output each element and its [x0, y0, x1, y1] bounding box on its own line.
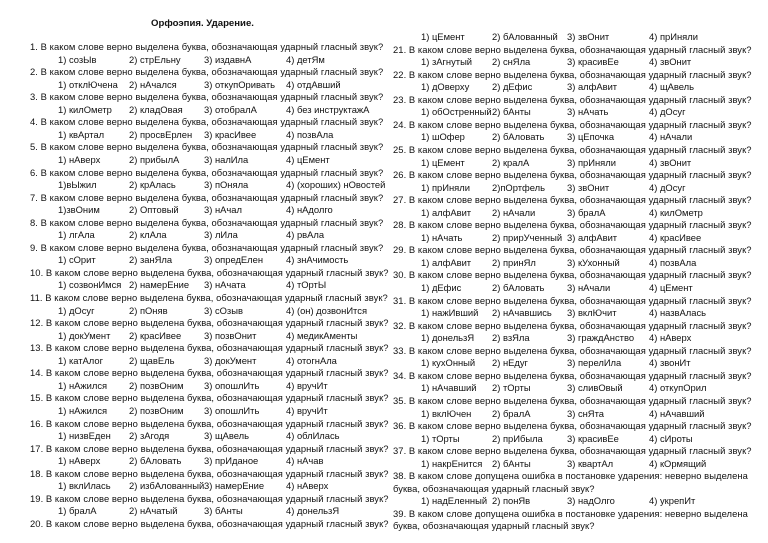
question-text: 18. В каком слове верно выделена буква, обозначающая ударный гласный звук? — [30, 467, 389, 479]
question-text: 4. В каком слове верно выделена буква, обозначающая ударный гласный звук? — [30, 116, 384, 128]
question-text: 26. В каком слове верно выделена буква, обозначающая ударный гласный звук? — [393, 169, 752, 181]
answer-option-1: 1) алфАвит — [421, 206, 472, 218]
answer-option-3: 3) опошлИть — [204, 404, 260, 416]
answer-option-1: 1) вклИлась — [58, 480, 111, 492]
answer-option-1: 1) нАжился — [58, 404, 108, 416]
answer-option-2: 2) намерЕние — [129, 279, 190, 291]
answer-option-1: 1) созЫв — [58, 53, 97, 65]
question-text: 6. В каком слове верно выделена буква, обозначающая ударный гласный звук? — [30, 166, 384, 178]
question-text: 10. В каком слове верно выделена буква, обозначающая ударный гласный звук? — [30, 266, 389, 278]
answer-option-1: 1) докУмент — [58, 329, 111, 341]
answer-option-2: 2) бАнты — [492, 106, 531, 118]
answer-option-3: 3) нАчать — [567, 106, 609, 118]
answer-option-4: 4) дОсуг — [649, 106, 686, 118]
answer-option-1: 1) дЕфис — [421, 282, 462, 293]
answer-option-4: 4) отдАвший — [286, 78, 341, 90]
answer-option-4: 4) отогнАла — [286, 354, 337, 366]
answer-option-3: 3) бралА — [567, 206, 606, 218]
answer-option-2: 2) нАчавшись — [492, 307, 552, 319]
answer-option-2: 2) красИвее — [129, 329, 182, 341]
answer-option-4: 4) вручИт — [286, 379, 328, 391]
answer-option-2: 2) зАгодя — [129, 430, 170, 442]
question-text: 24. В каком слове верно выделена буква, обозначающая ударный гласный звук? — [393, 118, 752, 130]
answer-option-1: 1) донельзЯ — [421, 332, 475, 344]
question-text: 12. В каком слове верно выделена буква, обозначающая ударный гласный звук? — [30, 317, 389, 329]
question-text: 13. В каком слове верно выделена буква, обозначающая ударный гласный звук? — [30, 342, 389, 354]
question-text: 20. В каком слове верно выделена буква, обозначающая ударный гласный звук? — [30, 517, 389, 529]
answer-option-4: 4) нАверх — [649, 332, 692, 344]
answer-option-3: 3) снЯта — [567, 407, 604, 419]
answer-option-2: 2) Оптовый — [129, 204, 179, 216]
answer-option-2: 2) бАловать — [492, 131, 545, 143]
answer-option-1: 1) надЕленный — [421, 495, 488, 507]
answer-option-2: 2) клАла — [129, 229, 167, 241]
question-text: 17. В каком слове верно выделена буква, обозначающая ударный гласный звук? — [30, 442, 389, 454]
answer-option-2: 2) бАлованный — [492, 31, 558, 42]
answer-option-4: 4) облИлась — [286, 430, 340, 442]
answer-option-4: 4) красИвее — [649, 231, 702, 243]
answer-option-1: 1) лгАла — [58, 229, 95, 241]
answer-option-3: 3) красИвее — [204, 128, 257, 140]
answer-option-3: 3) красивЕе — [567, 432, 619, 444]
question-text: 28. В каком слове верно выделена буква, обозначающая ударный гласный звук? — [393, 219, 752, 231]
answer-option-2: 2) крАлась — [129, 179, 176, 191]
answer-option-2: 2) занЯла — [129, 254, 173, 266]
question-text: 30. В каком слове верно выделена буква, обозначающая ударный гласный звук? — [393, 269, 752, 281]
page-title: Орфоэпия. Ударение. — [151, 18, 254, 29]
answer-option-3: 3) алфАвит — [567, 231, 618, 243]
answer-option-2: 2) нЕдуг — [492, 357, 528, 369]
question-text: 38. В каком слове допущена ошибка в постановке ударения: неверно выделена — [393, 470, 748, 482]
answer-option-4: 4) медикАменты — [286, 329, 358, 341]
question-text: 37. В каком слове верно выделена буква, обозначающая ударный гласный звук? — [393, 445, 752, 457]
answer-option-4: 4) нАчав — [286, 455, 324, 467]
answer-option-3: 3) опредЕлен — [204, 254, 264, 266]
question-text: 2. В каком слове верно выделена буква, обозначающая ударный гласный звук? — [30, 66, 384, 78]
answer-option-4: 4) звонИт — [649, 357, 691, 369]
answer-option-4: 4) сИроты — [649, 432, 693, 444]
answer-option-1: 1) кухОнный — [421, 357, 476, 369]
question-text: 35. В каком слове верно выделена буква, обозначающая ударный гласный звук? — [393, 394, 752, 406]
answer-option-4: 4) донельзЯ — [286, 505, 340, 517]
question-text: 34. В каком слове верно выделена буква, обозначающая ударный гласный звук? — [393, 369, 752, 381]
answer-option-1: 1) нАверх — [58, 153, 101, 165]
answer-option-3: 3) позвОнит — [204, 329, 257, 341]
answer-option-2: 2) взЯла — [492, 332, 530, 344]
answer-option-2: 2) прИбыла — [492, 432, 543, 444]
answer-option-3: 3) сОзыв — [204, 304, 243, 316]
answer-option-4: 4) нАверх — [286, 480, 329, 492]
answer-option-3: 3) кУхонный — [567, 256, 620, 268]
answer-option-2: 2) принЯл — [492, 256, 536, 268]
answer-option-4: 4) позвАла — [286, 128, 334, 140]
answer-option-4: 4) рвАла — [286, 229, 325, 241]
answer-option-3: 3) звОнит — [567, 181, 610, 193]
answer-option-3: 3) налИла — [204, 153, 249, 165]
answer-option-3: 3) прИняли — [567, 156, 616, 168]
question-text: 22. В каком слове верно выделена буква, обозначающая ударный гласный звук? — [393, 68, 752, 80]
answer-option-4: 4) килОметр — [649, 206, 703, 218]
answer-option-4: 4) укрепИт — [649, 495, 696, 507]
answer-option-3: 3) нАчал — [204, 204, 242, 216]
answer-option-2: 2) бАловать — [492, 282, 545, 293]
answer-option-1: 1) цЕмент — [421, 156, 465, 168]
answer-option-3: 3) нАчали — [567, 282, 611, 293]
question-text: 39. В каком слове допущена ошибка в постановке ударения: неверно выделена — [393, 507, 748, 519]
question-text: 23. В каком слове верно выделена буква, обозначающая ударный гласный звук? — [393, 93, 752, 105]
answer-option-1: 1) нАверх — [58, 455, 101, 467]
answer-option-1: 1) дОсуг — [58, 304, 95, 316]
answer-option-4: 4) откупОрил — [649, 382, 707, 394]
question-text: 36. В каком слове верно выделена буква, обозначающая ударный гласный звук? — [393, 420, 752, 432]
answer-option-4: 4) прИняли — [649, 31, 698, 42]
answer-option-4: 4) без инструктажА — [286, 103, 370, 115]
answer-option-2: 2) дЕфис — [492, 81, 533, 93]
answer-option-4: 4) дОсуг — [649, 181, 686, 193]
answer-option-1: 1) тОрты — [421, 432, 460, 444]
answer-option-1: 1)звОним — [58, 204, 100, 216]
question-text-continuation: буква, обозначающая ударный гласный звук? — [393, 520, 595, 532]
answer-option-4: 4) (хороших) нОвостей — [286, 179, 386, 191]
answer-option-3: 3) опошлИть — [204, 379, 260, 391]
question-text: 15. В каком слове верно выделена буква, обозначающая ударный гласный звук? — [30, 392, 389, 404]
answer-option-4: 4) детЯм — [286, 53, 325, 65]
answer-option-1: 1) алфАвит — [421, 256, 472, 268]
answer-option-3: 3) издавнА — [204, 53, 252, 65]
question-text: 25. В каком слове верно выделена буква, обозначающая ударный гласный звук? — [393, 143, 752, 155]
answer-option-2: 2) тОрты — [492, 382, 531, 394]
answer-option-4: 4) щАвель — [649, 81, 695, 93]
answer-option-3: 3) нАчата — [204, 279, 246, 291]
answer-option-1: 1) вклЮчен — [421, 407, 472, 419]
question-text: 5. В каком слове верно выделена буква, обозначающая ударный гласный звук? — [30, 141, 384, 153]
question-text: 31. В каком слове верно выделена буква, обозначающая ударный гласный звук? — [393, 294, 752, 306]
answer-option-3: 3) граждАнство — [567, 332, 635, 344]
answer-option-2: 2) избАлованный — [129, 480, 205, 492]
answer-option-2: 2) бралА — [492, 407, 531, 419]
answer-option-1: 1) прИняли — [421, 181, 470, 193]
answer-option-3: 3) откупОривать — [204, 78, 276, 90]
answer-option-3: 3) звОнит — [567, 31, 610, 42]
answer-option-2: 2) снЯла — [492, 56, 531, 68]
question-text-continuation: буква, обозначающая ударный гласный звук? — [393, 482, 595, 494]
answer-option-4: 4) тОртЫ — [286, 279, 327, 291]
answer-option-1: 1) нАжился — [58, 379, 108, 391]
question-text: 33. В каком слове верно выделена буква, обозначающая ударный гласный звук? — [393, 344, 752, 356]
answer-option-1: 1) нажИвший — [421, 307, 479, 319]
question-text: 14. В каком слове верно выделена буква, обозначающая ударный гласный звук? — [30, 367, 389, 379]
answer-option-4: 4) звОнит — [649, 56, 692, 68]
answer-option-2: 2) нАчался — [129, 78, 177, 90]
answer-option-1: 1) килОметр — [58, 103, 112, 115]
answer-option-3: 3) отобралА — [204, 103, 257, 115]
answer-option-4: 4) кОрмящий — [649, 457, 707, 469]
answer-option-1: 1) обОстренный — [421, 106, 492, 118]
answer-option-4: 4) цЕмент — [286, 153, 330, 165]
question-text: 3. В каком слове верно выделена буква, обозначающая ударный гласный звук? — [30, 91, 384, 103]
answer-option-2: 2) бАнты — [492, 457, 531, 469]
answer-option-4: 4) вручИт — [286, 404, 328, 416]
answer-option-3: 3) сливОвый — [567, 382, 623, 394]
answer-option-2: 2) кладОвая — [129, 103, 183, 115]
answer-option-3: 3) бАнты — [204, 505, 243, 517]
answer-option-1: 1) нАчать — [421, 231, 463, 243]
question-text: 21. В каком слове верно выделена буква, обозначающая ударный гласный звук? — [393, 43, 752, 55]
answer-option-1: 1) дОверху — [421, 81, 470, 93]
answer-option-2: 2) просвЕрлен — [129, 128, 193, 140]
question-text: 16. В каком слове верно выделена буква, обозначающая ударный гласный звук? — [30, 417, 389, 429]
answer-option-1: 1) накрЕнится — [421, 457, 483, 469]
answer-option-3: 3) щАвель — [204, 430, 250, 442]
answer-option-1: 1) созвонИмся — [58, 279, 122, 291]
answer-option-3: 3) прИданое — [204, 455, 259, 467]
answer-option-4: 4) цЕмент — [649, 282, 693, 293]
answer-option-4: 4) знАчимость — [286, 254, 349, 266]
answer-option-3: 3) перелИла — [567, 357, 622, 369]
answer-option-2: 2) прирУченный — [492, 231, 563, 243]
answer-option-2: 2)пОртфель — [492, 181, 545, 193]
answer-option-4: 4) назвАлась — [649, 307, 707, 319]
answer-option-2: 2) стрЕльну — [129, 53, 181, 65]
answer-option-4: 4) нАдолго — [286, 204, 333, 216]
answer-option-2: 2) щавЕль — [129, 354, 175, 366]
answer-option-2: 2) прибылА — [129, 153, 180, 165]
answer-option-1: 1) сОрит — [58, 254, 96, 266]
question-text: 7. В каком слове верно выделена буква, обозначающая ударный гласный звук? — [30, 191, 384, 203]
answer-option-3: 3) докУмент — [204, 354, 257, 366]
answer-option-1: 1) шОфер — [421, 131, 465, 143]
answer-option-3: 3) красивЕе — [567, 56, 619, 68]
question-text: 29. В каком слове верно выделена буква, обозначающая ударный гласный звук? — [393, 244, 752, 256]
answer-option-2: 2) кралА — [492, 156, 530, 168]
answer-option-3: 3) надОлго — [567, 495, 615, 507]
answer-option-3: 3) цЕпочка — [567, 131, 615, 143]
answer-option-2: 2) бАловать — [129, 455, 182, 467]
answer-option-1: 1)вЫжил — [58, 179, 97, 191]
answer-option-2: 2) нАчали — [492, 206, 536, 218]
answer-option-1: 1) цЕмент — [421, 31, 465, 42]
question-text: 11. В каком слове верно выделена буква, обозначающая ударный гласный звук? — [30, 292, 388, 303]
answer-option-3: 3) пОняла — [204, 179, 249, 191]
question-text: 9. В каком слове верно выделена буква, обозначающая ударный гласный звук? — [30, 241, 384, 253]
answer-option-1: 1) нАчавший — [421, 382, 477, 394]
answer-option-3: 3) вклЮчит — [567, 307, 617, 319]
answer-option-3: 3) намерЕние — [204, 480, 265, 492]
answer-option-4: 4) нАчали — [649, 131, 693, 143]
question-text: 27. В каком слове верно выделена буква, обозначающая ударный гласный звук? — [393, 194, 752, 206]
answer-option-1: 1) квАртал — [58, 128, 105, 140]
answer-option-2: 2) позвОним — [129, 379, 184, 391]
answer-option-1: 1) бралА — [58, 505, 97, 517]
answer-option-4: 4) звОнит — [649, 156, 692, 168]
question-text: 19. В каком слове верно выделена буква, обозначающая ударный гласный звук? — [30, 492, 389, 504]
question-text: 1. В каком слове верно выделена буква, обозначающая ударный гласный звук? — [30, 41, 384, 52]
answer-option-3: 3) квартАл — [567, 457, 614, 469]
question-text: 32. В каком слове верно выделена буква, обозначающая ударный гласный звук? — [393, 319, 752, 331]
answer-option-2: 2) позвОним — [129, 404, 184, 416]
answer-option-3: 3) лИла — [204, 229, 238, 241]
answer-option-1: 1) катАлог — [58, 354, 104, 366]
answer-option-1: 1) отклЮчена — [58, 78, 118, 90]
answer-option-4: 4) (он) дозвонИтся — [286, 304, 368, 316]
answer-option-1: 1) низвЕден — [58, 430, 111, 442]
question-text: 8. В каком слове верно выделена буква, обозначающая ударный гласный звук? — [30, 216, 384, 228]
answer-option-3: 3) алфАвит — [567, 81, 618, 93]
answer-option-2: 2) нАчатый — [129, 505, 178, 517]
answer-option-1: 1) зАгнутый — [421, 56, 473, 68]
answer-option-4: 4) позвАла — [649, 256, 697, 268]
answer-option-2: 2) понЯв — [492, 495, 531, 507]
answer-option-4: 4) нАчавший — [649, 407, 705, 419]
answer-option-2: 2) пОняв — [129, 304, 168, 316]
